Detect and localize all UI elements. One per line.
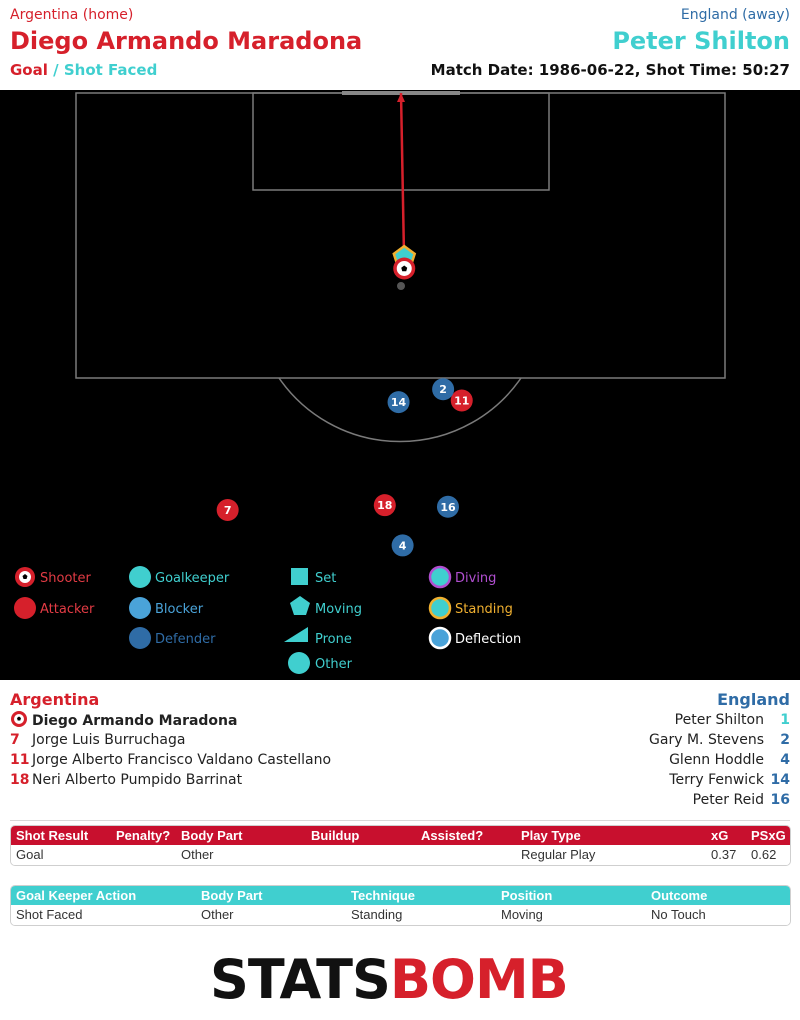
legend-goalkeeper <box>129 566 230 588</box>
shooter-name: Diego Armando Maradona <box>10 27 363 55</box>
roster-player-name: Neri Alberto Pumpido Barrinat <box>32 772 243 788</box>
pitch-panel <box>0 90 800 680</box>
defender-4 <box>392 534 414 556</box>
roster-player-number: 1 <box>780 712 790 728</box>
shot-layer <box>393 93 415 279</box>
legend-deflection <box>430 628 521 648</box>
outcome-line <box>10 61 157 79</box>
defender-dot-icon <box>129 627 151 649</box>
legend-deflection-label: Deflection <box>455 632 522 647</box>
away-roster <box>649 710 790 810</box>
table-cell: Other <box>181 847 214 862</box>
attacker-7-number: 7 <box>223 503 232 517</box>
list-item <box>649 770 790 790</box>
statsbomb-logo <box>210 950 568 1010</box>
table-header-cell: Technique <box>351 888 416 903</box>
roster-player-number: 7 <box>10 732 20 748</box>
legend <box>14 566 521 674</box>
list-item <box>10 770 331 790</box>
list-item <box>649 710 790 730</box>
outcome-separator: / <box>53 61 59 79</box>
square-icon <box>291 568 308 585</box>
divider <box>10 820 790 821</box>
legend-prone-label: Prone <box>315 632 352 647</box>
goalkeeper-details-table <box>10 885 791 926</box>
roster-player-name: Jorge Alberto Francisco Valdano Castellano <box>32 752 332 768</box>
roster-player-name: Jorge Luis Burruchaga <box>32 732 186 748</box>
list-item <box>10 730 331 750</box>
legend-set-label: Set <box>315 571 337 586</box>
attacker-dot-icon <box>14 597 36 619</box>
attacker-7 <box>217 499 239 521</box>
legend-diving <box>430 567 496 587</box>
legend-standing-label: Standing <box>455 602 513 617</box>
shooter-marker <box>393 257 415 279</box>
defender-2-number: 2 <box>439 383 447 397</box>
legend-standing <box>430 598 513 618</box>
legend-other-label: Other <box>315 657 352 672</box>
table-cell: Shot Faced <box>16 907 83 922</box>
table-header-cell: Buildup <box>311 828 360 843</box>
list-item <box>649 730 790 750</box>
legend-shooter-label: Shooter <box>40 571 91 586</box>
roster-player-number: 4 <box>780 752 790 768</box>
roster-player-number: 14 <box>770 772 790 788</box>
table-cell: Standing <box>351 907 403 922</box>
home-roster <box>10 710 331 790</box>
roster-player-name: Gary M. Stevens <box>649 732 764 748</box>
goalkeeper-name: Peter Shilton <box>612 27 790 55</box>
table-header-cell: Body Part <box>181 828 243 843</box>
defender-14 <box>388 391 410 413</box>
penalty-area <box>76 93 725 378</box>
attacker-18-number: 18 <box>377 499 393 513</box>
table-header-cell: Shot Result <box>16 828 89 843</box>
legend-other <box>288 652 353 674</box>
match-info: Match Date: 1986-06-22, Shot Time: 50:27 <box>430 61 790 79</box>
table-header-cell: Position <box>501 888 553 903</box>
shot-trajectory-line <box>401 93 404 268</box>
table-header-cell: PSxG <box>751 828 786 843</box>
list-item <box>10 750 331 770</box>
table-header-row <box>11 826 790 845</box>
legend-goalkeeper-label: Goalkeeper <box>155 571 230 586</box>
legend-defender-label: Defender <box>155 632 216 647</box>
other-dot-icon <box>288 652 310 674</box>
table-header-cell: Outcome <box>651 888 708 903</box>
defender-4-number: 4 <box>398 539 407 553</box>
table-cell: Goal <box>16 847 44 862</box>
home-team-label: Argentina (home) <box>10 7 134 23</box>
list-item <box>649 750 790 770</box>
defender-2 <box>432 378 454 400</box>
roster-player-number: 18 <box>10 772 30 788</box>
table-cell: Moving <box>501 907 543 922</box>
table-cell: Other <box>201 907 234 922</box>
goalkeeper-dot-icon <box>129 566 151 588</box>
attacker-11 <box>451 390 473 412</box>
logo-part-bomb: BOMB <box>389 948 568 1011</box>
shooter-ball-icon <box>10 710 32 731</box>
away-team-label: England (away) <box>680 7 790 23</box>
attacker-11-number: 11 <box>454 394 470 408</box>
roster-player-name: Diego Armando Maradona <box>32 713 238 729</box>
blocker-dot-icon <box>129 597 151 619</box>
legend-attacker <box>14 597 95 619</box>
standing-ring-icon <box>430 598 450 618</box>
table-cell: 0.37 <box>711 847 737 862</box>
legend-moving <box>290 596 362 617</box>
roster-player-number: 11 <box>10 752 30 768</box>
legend-diving-label: Diving <box>455 571 497 586</box>
penalty-spot <box>397 282 405 290</box>
legend-set <box>291 568 336 586</box>
away-roster-title: England <box>717 690 790 709</box>
legend-attacker-label: Attacker <box>40 602 95 617</box>
list-item <box>10 710 331 730</box>
deflection-ring-icon <box>430 628 450 648</box>
defender-14-number: 14 <box>390 396 407 410</box>
defender-16 <box>437 496 459 518</box>
diving-ring-icon <box>430 567 450 587</box>
table-header-cell: Assisted? <box>421 828 484 843</box>
legend-defender <box>129 627 216 649</box>
table-cell: 0.62 <box>751 847 777 862</box>
roster-player-name: Peter Reid <box>692 792 764 808</box>
legend-shooter <box>15 567 91 587</box>
outcome-goal: Goal <box>10 61 48 79</box>
players-layer <box>217 378 473 556</box>
defender-16-number: 16 <box>440 500 456 514</box>
pentagon-icon <box>290 596 310 615</box>
table-header-cell: Penalty? <box>116 828 171 843</box>
table-header-cell: Goal Keeper Action <box>16 888 137 903</box>
legend-blocker <box>129 597 204 619</box>
table-row <box>11 845 790 865</box>
roster-player-number: 2 <box>780 732 790 748</box>
shot-freeze-frame-chart <box>0 90 800 680</box>
wedge-icon <box>284 627 308 642</box>
shot-details-table <box>10 825 791 866</box>
table-cell: No Touch <box>651 907 706 922</box>
roster-player-number: 16 <box>770 792 790 808</box>
roster-player-name: Terry Fenwick <box>669 772 764 788</box>
table-header-cell: Play Type <box>521 828 581 843</box>
outcome-shot-faced: Shot Faced <box>63 61 158 79</box>
legend-moving-label: Moving <box>315 602 362 617</box>
table-header-cell: Body Part <box>201 888 263 903</box>
legend-prone <box>284 627 352 647</box>
table-header-cell: xG <box>711 828 729 843</box>
table-cell: Regular Play <box>521 847 596 862</box>
attacker-18 <box>374 494 396 516</box>
roster-player-name: Peter Shilton <box>674 712 764 728</box>
legend-blocker-label: Blocker <box>155 602 204 617</box>
list-item <box>649 790 790 810</box>
home-roster-title: Argentina <box>10 690 100 709</box>
table-row <box>11 905 790 925</box>
logo-part-stats: STATS <box>210 948 390 1011</box>
roster-player-name: Glenn Hoddle <box>669 752 764 768</box>
table-header-row <box>11 886 790 905</box>
